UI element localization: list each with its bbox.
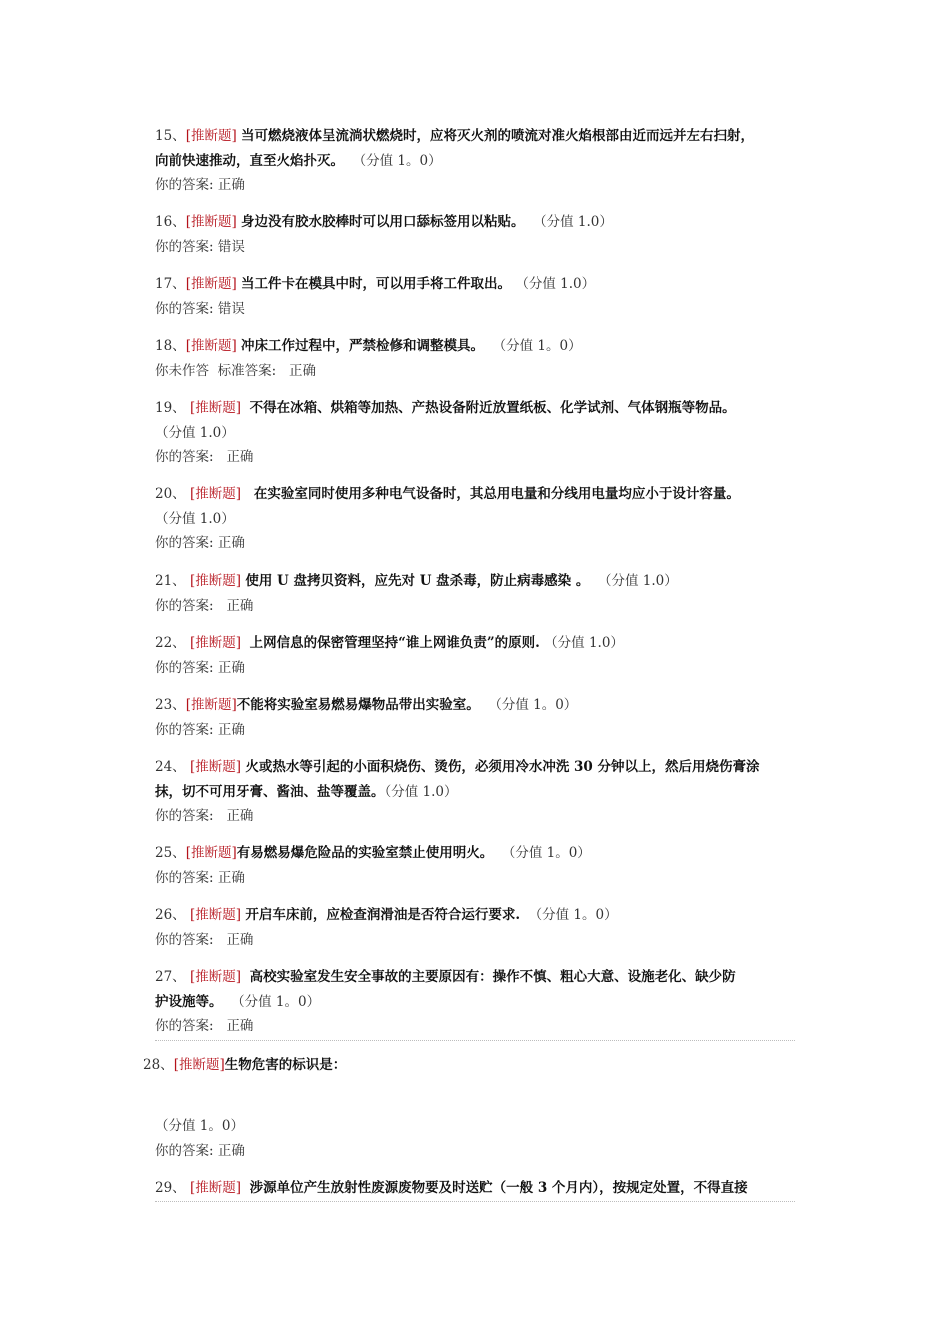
question-number: 19、 [155, 400, 186, 416]
question-item [143, 1053, 788, 1078]
question-item [155, 693, 800, 742]
answer-value: 正确 [226, 597, 254, 614]
question-number: 21、 [155, 573, 186, 589]
answer-value: 正确 [217, 535, 245, 551]
question-divider [155, 1201, 795, 1202]
question-type-tag: [推断题] [185, 128, 237, 144]
question-item [155, 334, 800, 383]
answer-line [155, 594, 800, 619]
answer-label: 你的答案: [155, 721, 214, 738]
question-stem: 冲床工作过程中，严禁检修和调整模具。 [241, 338, 485, 354]
question-type-tag: [推断题] [173, 1057, 225, 1073]
question-divider [155, 1040, 795, 1041]
question-stem: 上网信息的保密管理坚持“谁上网谁负责”的原则. [249, 635, 540, 651]
answer-value: 正确 [217, 869, 245, 886]
question-stem: 火或热水等引起的小面积烧伤、烫伤，必须用冷水冲洗 30 分钟以上，然后用烧伤膏涂 [245, 759, 760, 775]
answer-value: 错误 [217, 238, 245, 255]
question-item [155, 569, 800, 618]
answer-label: 你的答案: [155, 1142, 214, 1159]
answer-value: 正确 [217, 721, 245, 738]
question-stem: 当可燃烧液体呈流淌状燃烧时，应将灭火剂的喷流对准火焰根部由近而远并左右扫射， [241, 128, 755, 144]
answer-value: 正确 [217, 1142, 245, 1159]
question-item [155, 210, 800, 259]
answer-line [155, 656, 800, 681]
question-stem: 开启车床前，应检查润滑油是否符合运行要求. [245, 907, 521, 923]
question-type-tag: [推断题] [189, 400, 242, 416]
question-type-tag: [推断题] [189, 635, 242, 651]
answer-label: 你的答案: [155, 1018, 214, 1034]
question-number: 15、 [155, 128, 186, 144]
question-item [155, 124, 800, 198]
question-stem: 涉源单位产生放射性废源废物要及时送贮（一般 3 个月内），按规定处置，不得直接 [249, 1180, 748, 1196]
question-number: 18、 [155, 338, 186, 354]
question-type-tag: [推断题] [185, 697, 237, 713]
question-stem-continued: 向前快速推动，直至火焰扑灭。 [155, 152, 344, 169]
question-number: 26、 [155, 907, 186, 923]
question-number: 25、 [155, 845, 186, 861]
question-score: （分值 1.0） [544, 635, 624, 651]
standard-answer-label: 标准答案: [217, 362, 277, 379]
question-stem: 有易燃易爆危险品的实验室禁止使用明火。 [236, 845, 494, 861]
answer-label: 你的答案: [155, 597, 214, 614]
question-stem: 当工件卡在模具中时，可以用手将工件取出。 [241, 276, 512, 292]
question-stem: 使用 U 盘拷贝资料，应先对 U 盘杀毒，防止病毒感染 。 [245, 573, 590, 589]
question-number: 22、 [155, 635, 186, 651]
question-item [155, 755, 800, 829]
question-score: （分值 1.0） [155, 510, 235, 527]
question-item [155, 631, 800, 680]
question-score: （分值 1.0） [384, 783, 458, 800]
answer-value: 正确 [217, 177, 245, 193]
question-score: （分值 1.0） [533, 214, 613, 230]
question-number: 16、 [155, 214, 186, 230]
question-type-tag: [推断题] [185, 338, 237, 354]
question-stem-continued: 抹，切不可用牙膏、酱油、盐等覆盖。 [155, 783, 385, 800]
answer-line [155, 866, 800, 891]
question-item [155, 482, 800, 556]
question-item [155, 841, 800, 890]
question-number: 29、 [155, 1180, 186, 1196]
question-score: （分值 1。0） [528, 907, 618, 923]
question-score: （分值 1.0） [155, 424, 235, 441]
question-type-tag: [推断题] [189, 759, 242, 775]
question-score: （分值 1。0） [352, 152, 442, 169]
answer-line [155, 531, 800, 556]
answer-value: 错误 [217, 300, 245, 317]
answer-line [155, 173, 800, 198]
question-item [155, 1176, 800, 1201]
question-stem: 身边没有胶水胶棒时可以用口舔标签用以粘贴。 [241, 214, 525, 230]
question-stem: 高校实验室发生安全事故的主要原因有：操作不慎、粗心大意、设施老化、缺少防 [249, 969, 736, 985]
answer-value: 正确 [226, 449, 254, 465]
answer-line [155, 928, 800, 953]
question-item [155, 396, 800, 470]
question-type-tag: [推断题] [189, 907, 242, 923]
question-type-tag: [推断题] [189, 486, 242, 502]
question-stem-continued: 护设施等。 [155, 993, 223, 1010]
question-type-tag: [推断题] [185, 276, 237, 292]
answer-label: 你的答案: [155, 238, 214, 255]
answer-value: 正确 [226, 808, 254, 824]
answer-value: 正确 [217, 659, 245, 676]
question-stem: 在实验室同时使用多种电气设备时，其总用电量和分线用电量均应小于设计容量。 [253, 486, 740, 502]
question-number: 28、 [143, 1057, 174, 1073]
answer-line [155, 445, 800, 470]
answer-line [155, 359, 800, 384]
question-score: （分值 1。0） [231, 993, 321, 1010]
question-item [155, 272, 800, 321]
question-type-tag: [推断题] [189, 969, 242, 985]
question-number: 24、 [155, 759, 186, 775]
answer-value: 正确 [226, 931, 254, 948]
question-stem: 不能将实验室易燃易爆物品带出实验室。 [236, 697, 480, 713]
answer-line [155, 1139, 800, 1164]
answer-label: 你的答案: [155, 931, 214, 948]
answer-label: 你的答案: [155, 177, 214, 193]
answer-label: 你的答案: [155, 300, 214, 317]
answer-value: 正确 [289, 362, 317, 379]
question-score: （分值 1。0） [488, 697, 578, 713]
answer-line [155, 297, 800, 322]
answer-label: 你的答案: [155, 808, 214, 824]
answer-line [155, 804, 800, 829]
question-item-footer [155, 1114, 800, 1163]
question-type-tag: [推断题] [185, 214, 237, 230]
answer-label: 你的答案: [155, 535, 214, 551]
question-item [155, 965, 800, 1039]
question-stem: 不得在冰箱、烘箱等加热、产热设备附近放置纸板、化学试剂、气体钢瓶等物品。 [249, 400, 736, 416]
question-type-tag: [推断题] [185, 845, 237, 861]
answer-line [155, 235, 800, 260]
unanswered-label: 你未作答 [155, 362, 209, 379]
question-score: （分值 1.0） [597, 573, 678, 589]
question-stem: 生物危害的标识是： [224, 1057, 347, 1073]
question-item [155, 903, 800, 952]
answer-label: 你的答案: [155, 869, 214, 886]
answer-line [155, 1014, 800, 1039]
question-score: （分值 1。0） [155, 1118, 244, 1134]
answer-value: 正确 [226, 1018, 254, 1034]
question-number: 27、 [155, 969, 186, 985]
question-number: 23、 [155, 697, 186, 713]
question-type-tag: [推断题] [189, 573, 242, 589]
question-score: （分值 1。0） [492, 338, 582, 354]
answer-label: 你的答案: [155, 449, 214, 465]
question-number: 20、 [155, 486, 186, 502]
question-number: 17、 [155, 276, 186, 292]
question-type-tag: [推断题] [189, 1180, 242, 1196]
question-score: （分值 1。0） [501, 845, 591, 861]
question-score: （分值 1.0） [515, 276, 596, 292]
answer-label: 你的答案: [155, 659, 214, 676]
answer-line [155, 718, 800, 743]
